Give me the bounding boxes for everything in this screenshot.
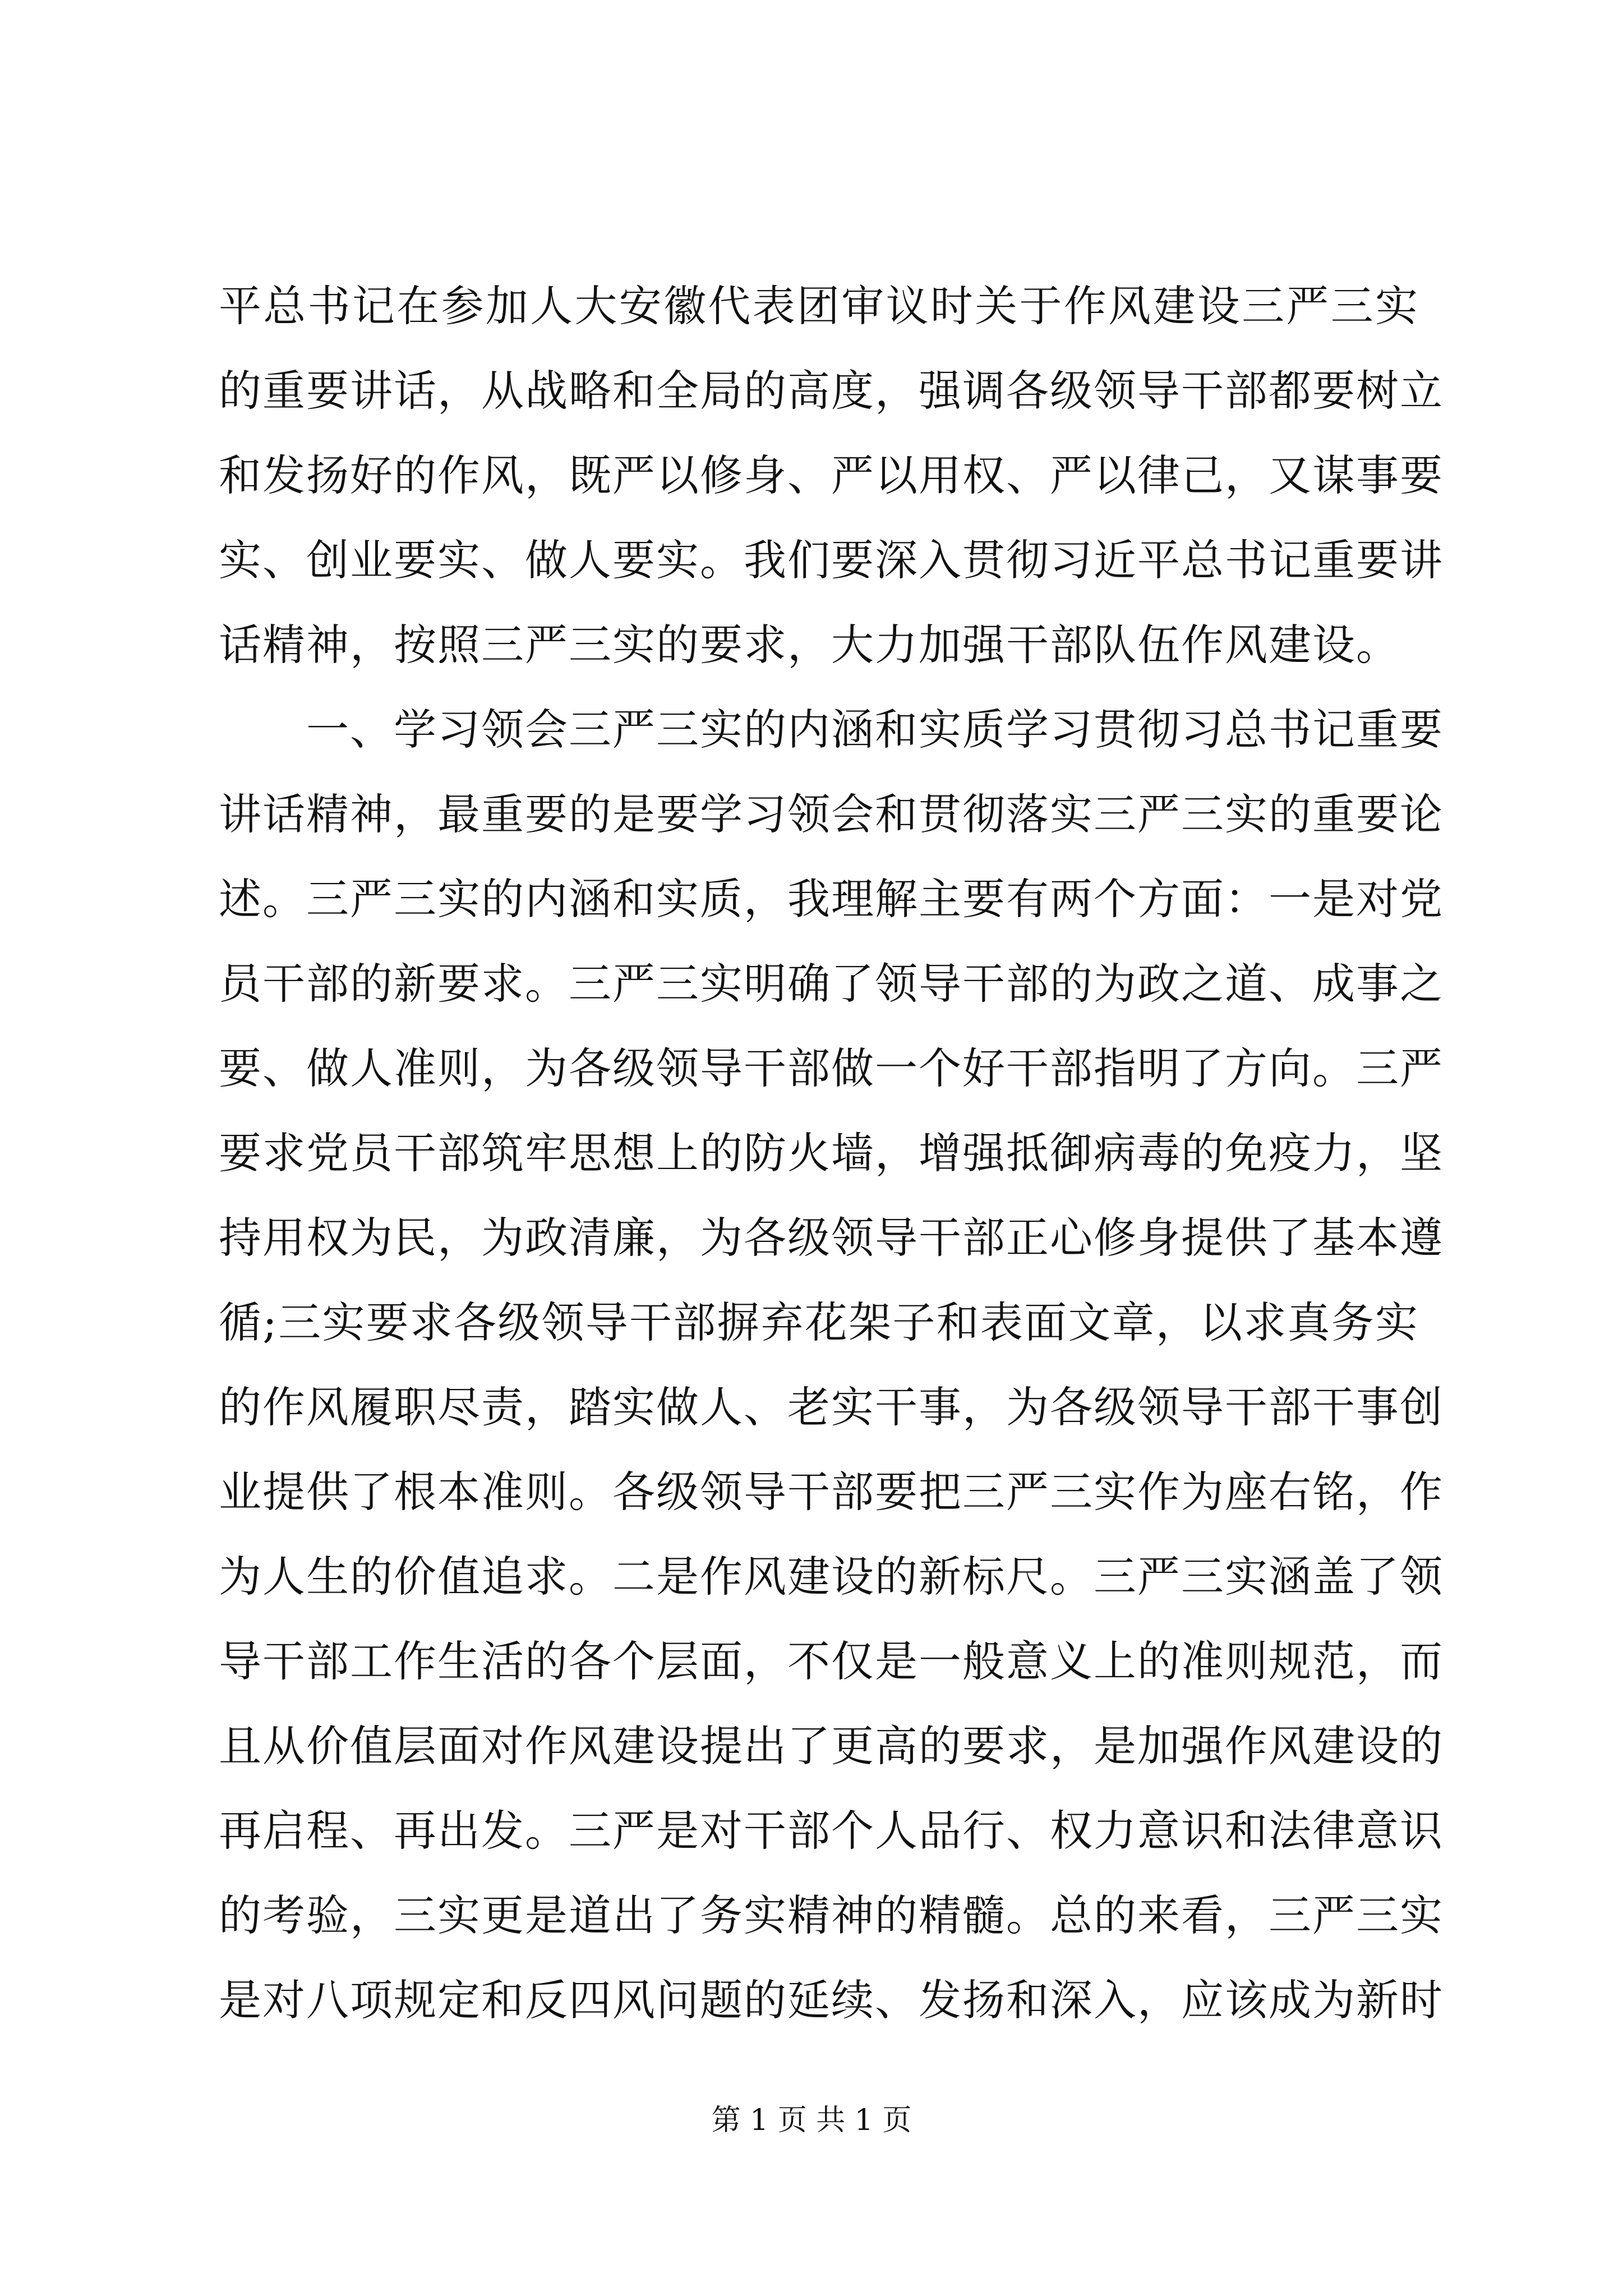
- page-footer: 第 1 页 共 1 页: [711, 2104, 912, 2137]
- text-line: 业提供了根本准则。各级领导干部要把三严三实作为座右铭，作: [219, 1467, 1444, 1517]
- text-line: 导干部工作生活的各个层面，不仅是一般意义上的准则规范，而: [219, 1636, 1444, 1686]
- text-line: 话精神，按照三严三实的要求，大力加强干部队伍作风建设。: [219, 620, 1400, 670]
- body-text: [219, 264, 1444, 2042]
- text-line: 述。三严三实的内涵和实质，我理解主要有两个方面：一是对党: [219, 874, 1444, 924]
- text-line: 是对八项规定和反四风问题的延续、发扬和深入，应该成为新时: [219, 1975, 1444, 2025]
- text-line: 的作风履职尽责，踏实做人、老实干事，为各级领导干部干事创: [219, 1382, 1444, 1432]
- text-line: 再启程、再出发。三严是对干部个人品行、权力意识和法律意识: [219, 1806, 1444, 1856]
- text-line: 一、学习领会三严三实的内涵和实质学习贯彻习总书记重要: [219, 705, 1444, 754]
- text-line: 和发扬好的作风，既严以修身、严以用权、严以律己，又谋事要: [219, 450, 1444, 500]
- text-line: 要求党员干部筑牢思想上的防火墙，增强抵御病毒的免疫力，坚: [219, 1128, 1444, 1178]
- text-line: 员干部的新要求。三严三实明确了领导干部的为政之道、成事之: [219, 959, 1444, 1009]
- text-line: 且从价值层面对作风建设提出了更高的要求，是加强作风建设的: [219, 1721, 1444, 1771]
- text-line: 平总书记在参加人大安徽代表团审议时关于作风建设三严三实: [219, 281, 1419, 331]
- text-line: 实、创业要实、做人要实。我们要深入贯彻习近平总书记重要讲: [219, 535, 1444, 585]
- text-line: 持用权为民，为政清廉，为各级领导干部正心修身提供了基本遵: [219, 1213, 1444, 1263]
- text-line: 循;三实要求各级领导干部摒弃花架子和表面文章，以求真务实: [219, 1297, 1419, 1347]
- text-line: 的重要讲话，从战略和全局的高度，强调各级领导干部都要树立: [219, 366, 1444, 416]
- text-line: 讲话精神，最重要的是要学习领会和贯彻落实三严三实的重要论: [219, 789, 1444, 839]
- text-line: 为人生的价值追求。二是作风建设的新标尺。三严三实涵盖了领: [219, 1552, 1444, 1602]
- text-line: 要、做人准则，为各级领导干部做一个好干部指明了方向。三严: [219, 1043, 1444, 1093]
- text-line: 的考验，三实更是道出了务实精神的精髓。总的来看，三严三实: [219, 1890, 1444, 1940]
